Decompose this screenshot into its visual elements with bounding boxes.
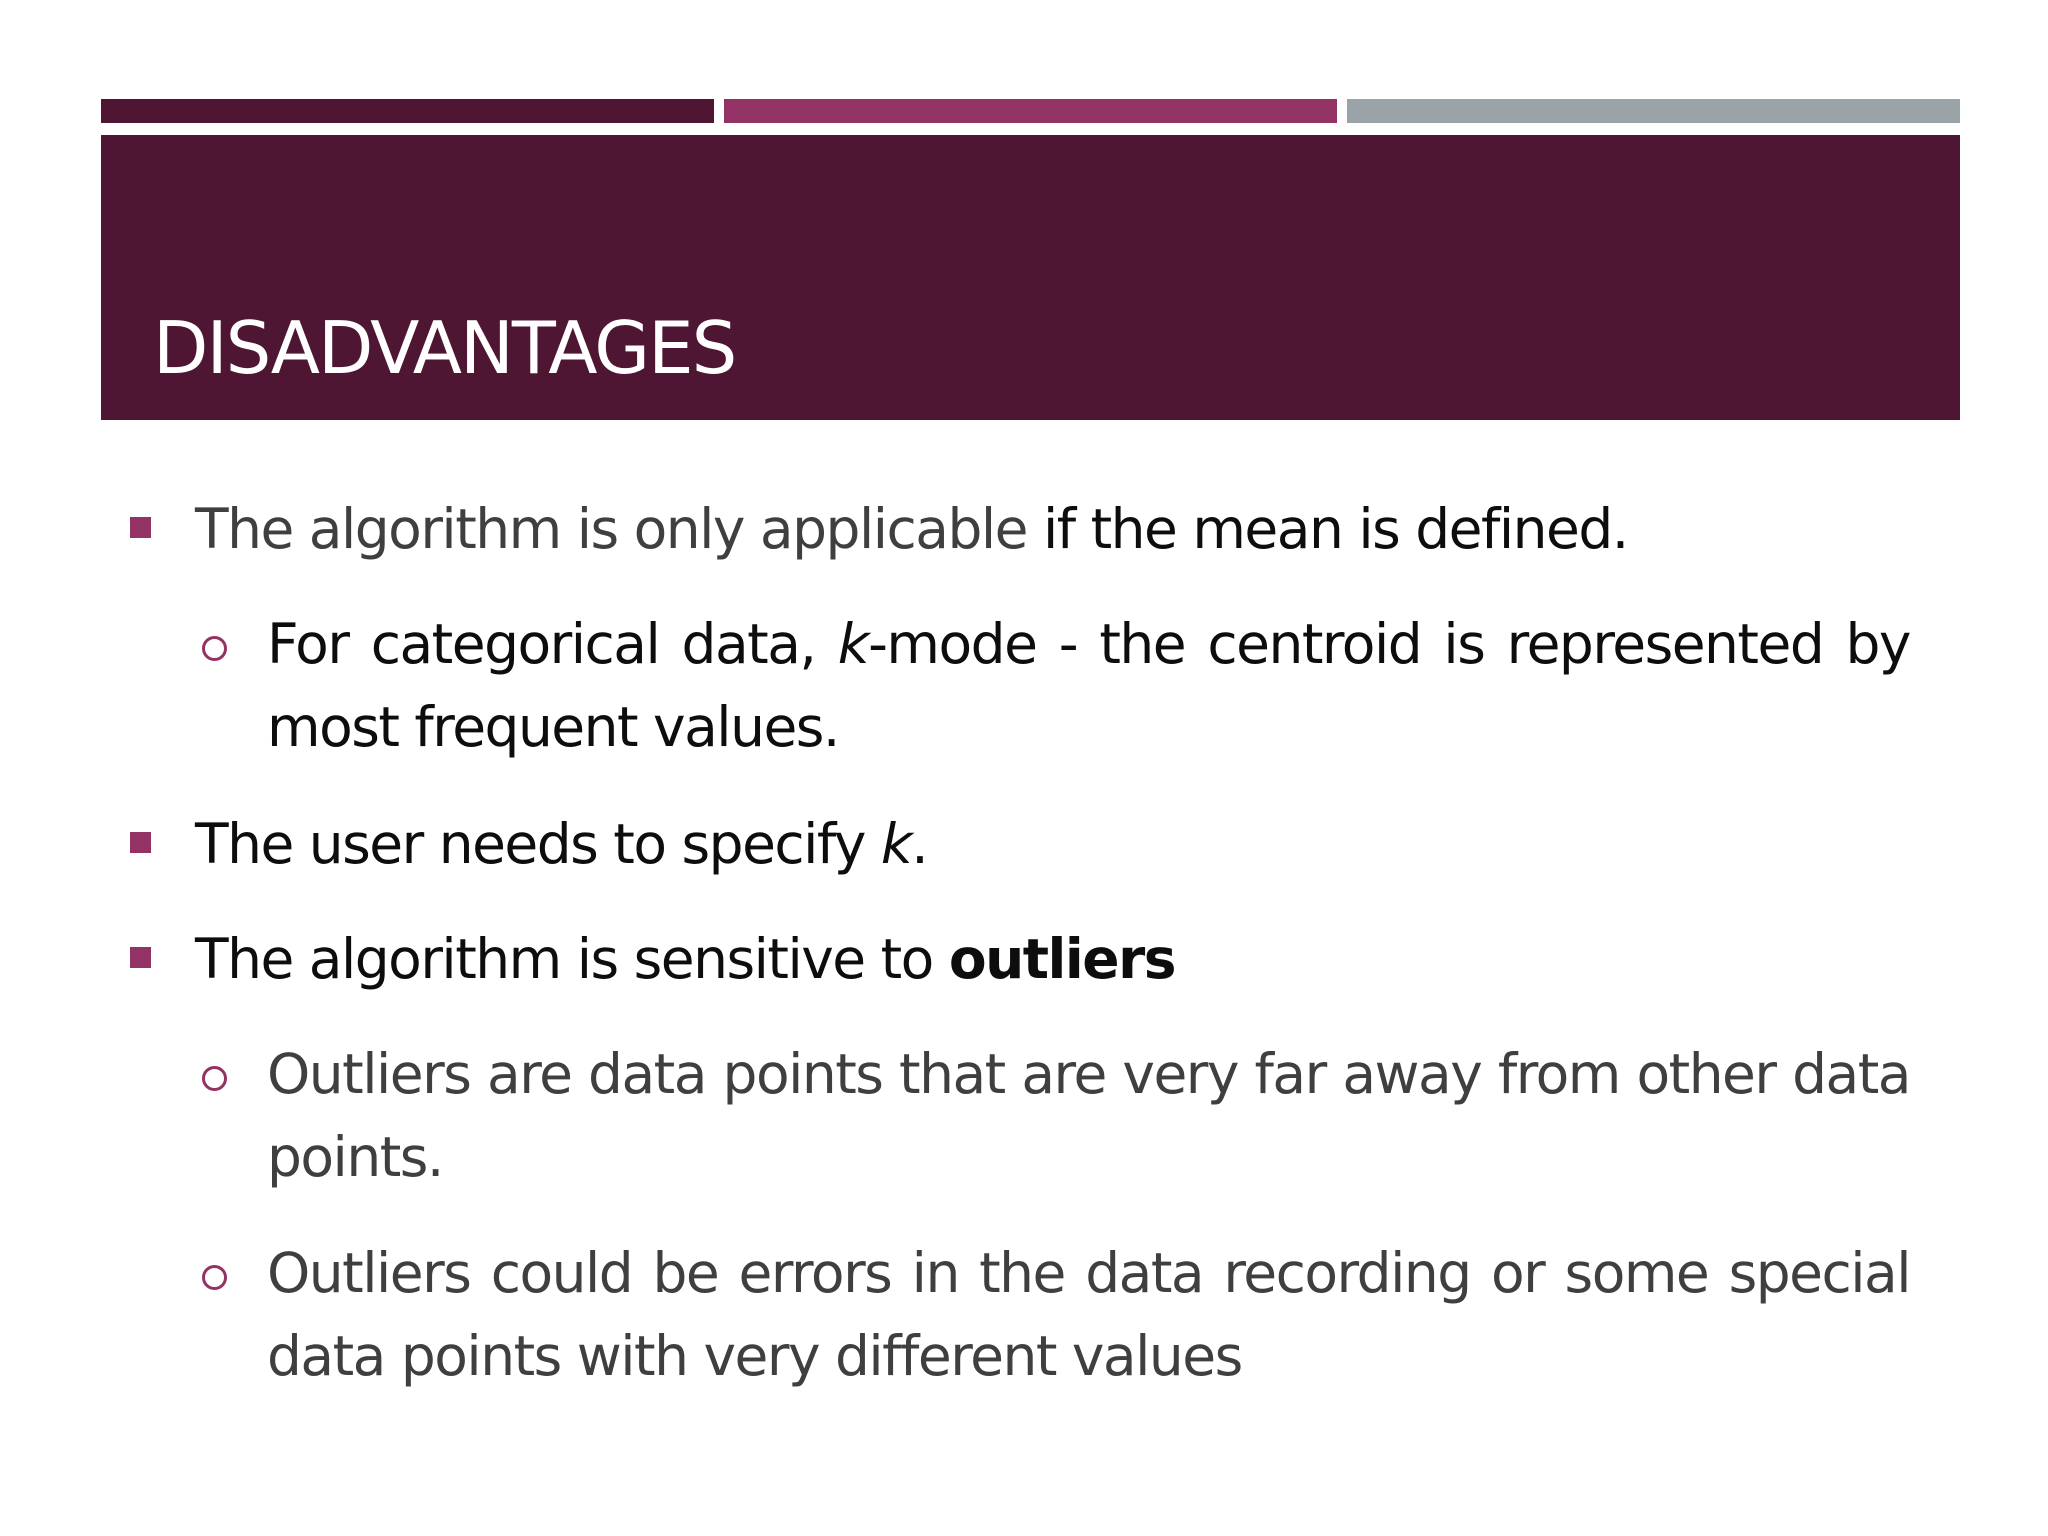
bullet-text-part: For categorical data, <box>267 612 838 676</box>
bullet-text-part: . <box>911 812 928 876</box>
slide-title: DISADVANTAGES <box>153 306 736 390</box>
bullet-item <box>195 488 1895 571</box>
bullet-text-italic: k <box>837 612 869 676</box>
sub-bullet-item: Outliers are data points that are very far away from other data points. <box>267 1042 1910 1189</box>
sub-bullet-item: Outliers could be errors in the data recording or some special data points with very different values <box>267 1241 1910 1388</box>
bullet-text-part: if the mean is defined. <box>1027 497 1628 561</box>
sub-bullet-item <box>267 603 1910 769</box>
circle-bullet-icon <box>202 636 227 661</box>
bullet-text-part: The algorithm is sensitive to <box>195 927 949 991</box>
bullet-item <box>195 803 1895 886</box>
square-bullet-icon <box>130 832 151 853</box>
circle-bullet-icon <box>202 1265 227 1290</box>
bullet-text-italic: k <box>880 812 912 876</box>
circle-bullet-icon <box>202 1066 227 1091</box>
bullet-text-part: The algorithm is only applicable <box>195 497 1027 561</box>
bullet-text-part: The user needs to specify <box>195 812 881 876</box>
bullet-text-part: -mode - the centroid is represented by most frequent values. <box>267 612 1910 759</box>
square-bullet-icon <box>130 947 151 968</box>
bullet-item <box>195 918 1895 1001</box>
bullet-text-bold: outliers <box>948 927 1175 991</box>
square-bullet-icon <box>130 517 151 538</box>
